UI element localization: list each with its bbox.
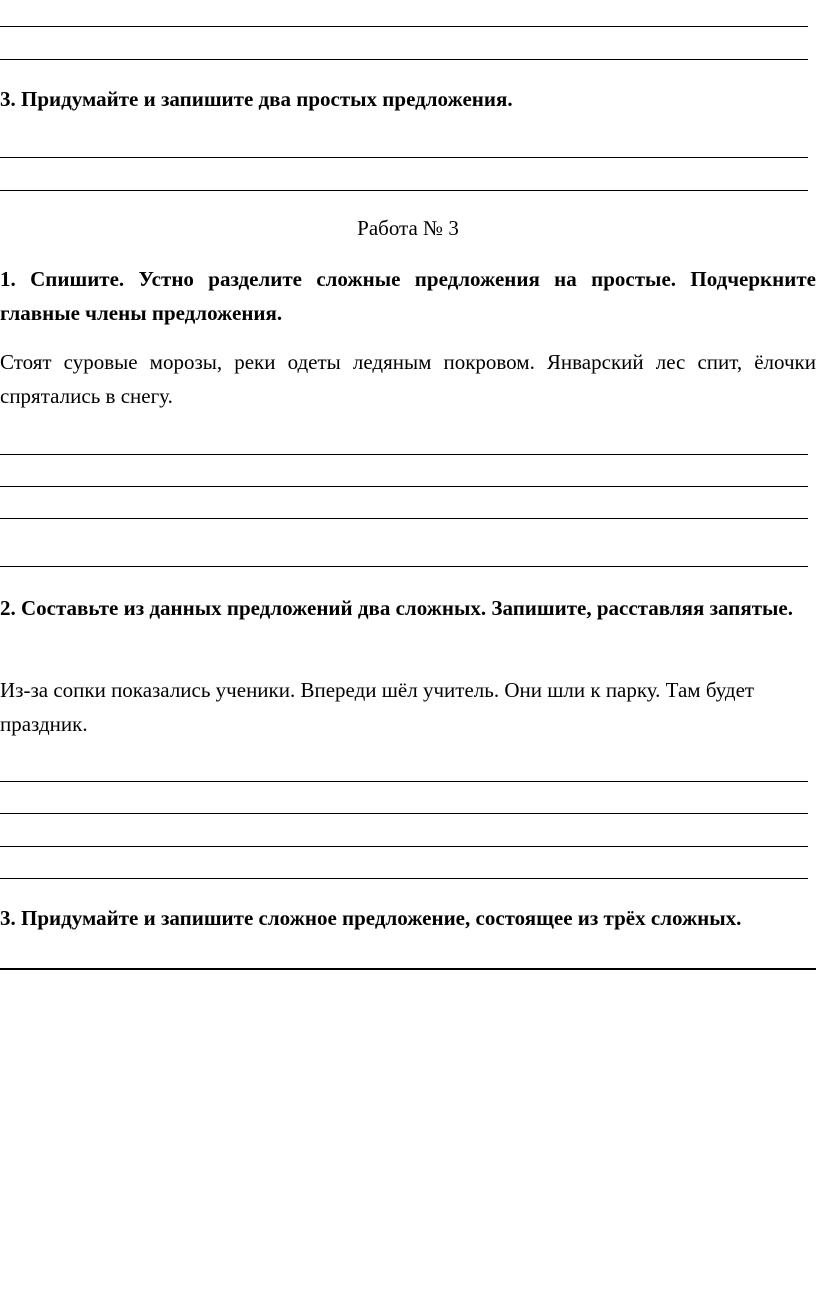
writing-line xyxy=(0,26,808,27)
writing-line xyxy=(0,190,808,191)
writing-line xyxy=(0,781,808,782)
writing-line xyxy=(0,878,808,879)
section-divider xyxy=(0,968,816,970)
writing-line xyxy=(0,566,808,567)
writing-line xyxy=(0,813,808,814)
task-2-text: Из-за сопки показались ученики. Впереди шёл учитель. Они шли к парку. Там будет праздник. xyxy=(0,678,755,736)
writing-line xyxy=(0,59,808,60)
writing-line xyxy=(0,518,808,519)
previous-task-3-instruction: 3. Придумайте и запишите два простых предложения. xyxy=(0,87,513,111)
writing-line xyxy=(0,454,808,455)
task-3-instruction: 3. Придумайте и запишите сложное предложение, состоящее из трёх сложных. xyxy=(0,906,742,930)
work-title: Работа № 3 xyxy=(357,216,459,240)
writing-line xyxy=(0,157,808,158)
task-2-instruction: 2. Составьте из данных предложений два сложных. Запишите, расставляя запятые. xyxy=(0,596,793,620)
task-1-instruction: 1. Спишите. Устно разделите сложные предложения на простые. Подчеркните главные члены предложения. xyxy=(0,267,816,325)
task-1-text: Стоят суровые морозы, реки одеты ледяным покровом. Январский лес спит, ёлочки спрятались в снегу. xyxy=(0,350,816,408)
writing-line xyxy=(0,846,808,847)
writing-line xyxy=(0,486,808,487)
